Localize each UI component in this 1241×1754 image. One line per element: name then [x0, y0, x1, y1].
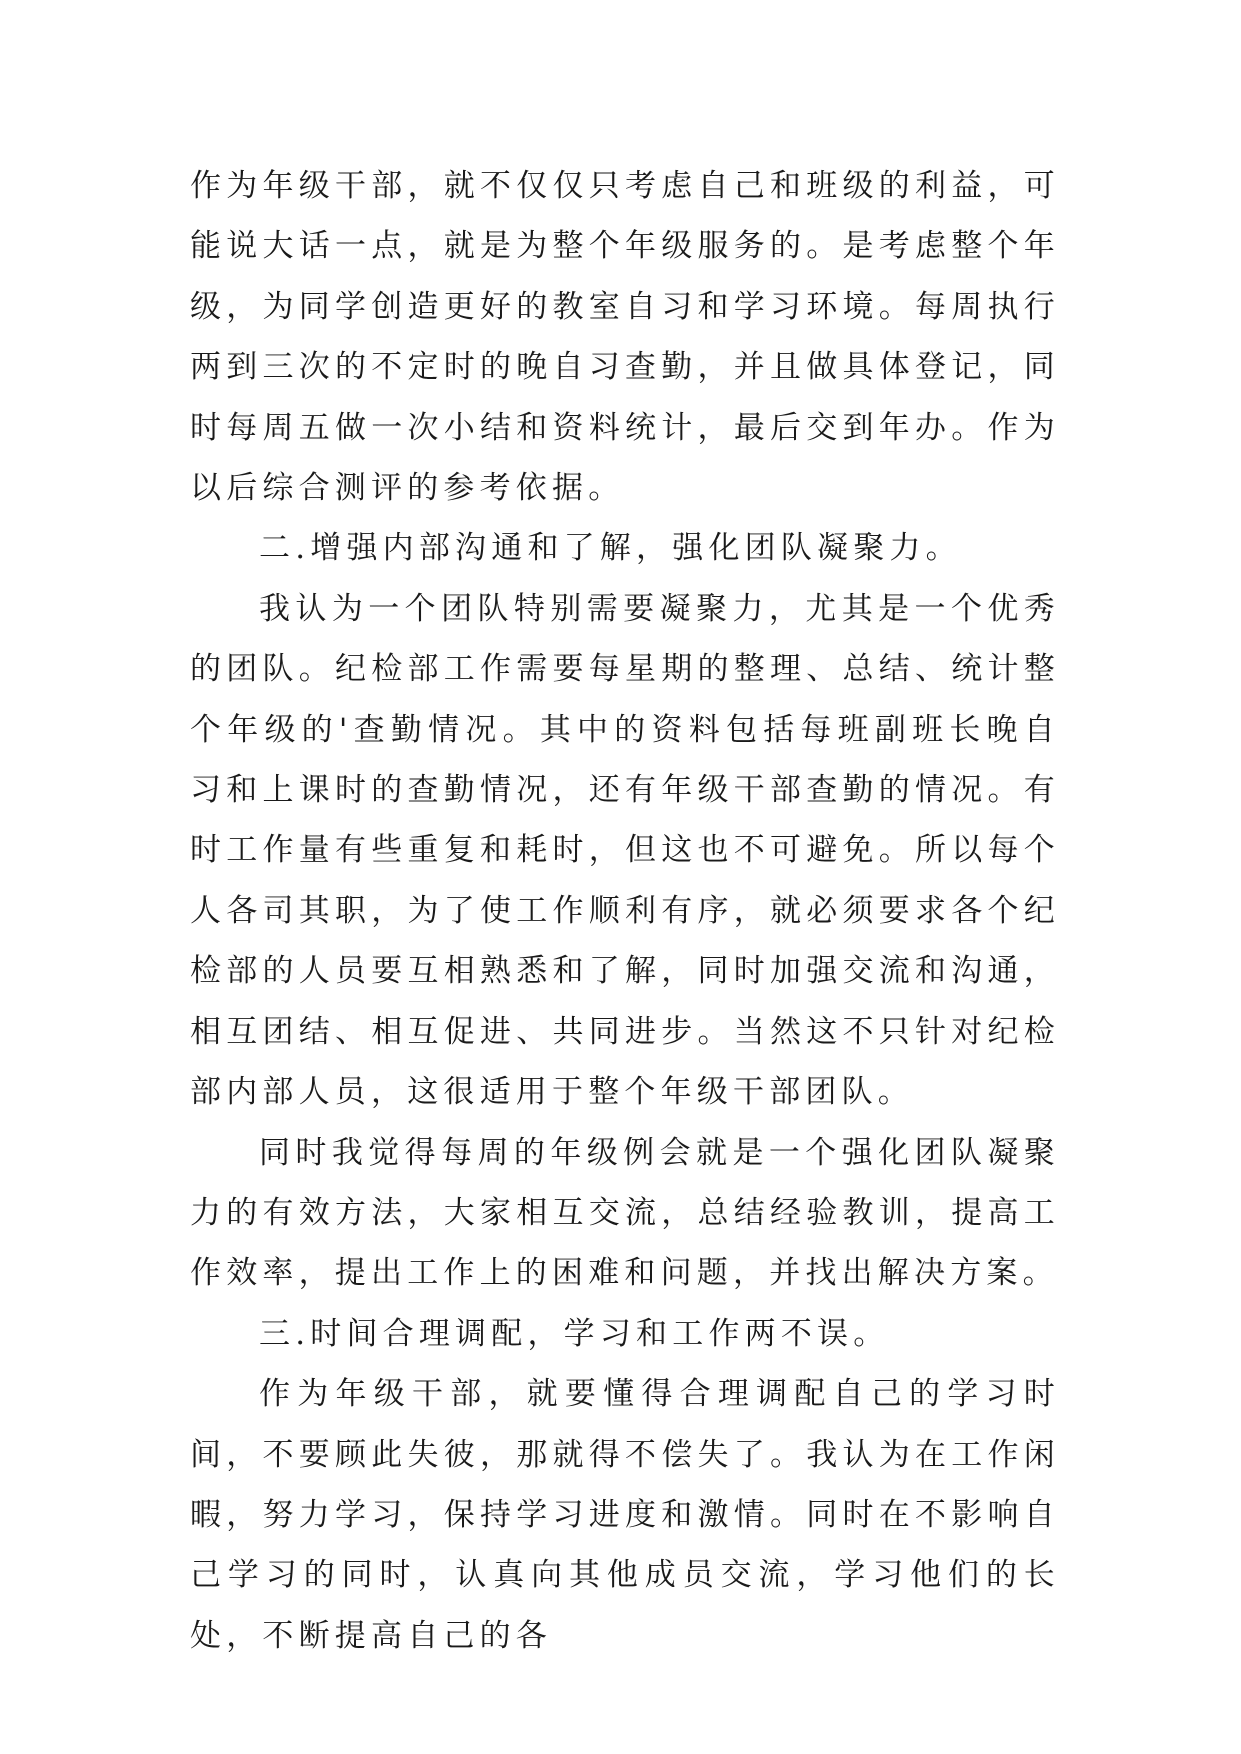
paragraph-teamwork: 我认为一个团队特别需要凝聚力，尤其是一个优秀的团队。纪检部工作需要每星期的整理、总结、统计整个年级的'查勤情况。其中的资料包括每班副班长晚自习和上课时的查勤情况，还有年级干部查勤的情况。有时工作量有些重复和耗时，但这也不可避免。所以每个人各司其职，为了使工作顺利有序，就必须要求各个纪检部的人员要互相熟悉和了解，同时加强交流和沟通，相互团结、相互促进、共同进步。当然这不只针对纪检部内部人员，这很适用于整个年级干部团队。: [190, 590, 1060, 1111]
section-heading-3: 三.时间合理调配，学习和工作两不误。: [259, 1315, 890, 1352]
paragraph-time-management: 作为年级干部，就要懂得合理调配自己的学习时间，不要顾此失彼，那就得不偿失了。我认为在工作闲暇，努力学习，保持学习进度和激情。同时在不影响自己学习的同时，认真向其他成员交流，学习他们的长处，不断提高自己的各: [190, 1376, 1060, 1654]
section-heading-2: 二.增强内部沟通和了解，强化团队凝聚力。: [259, 530, 962, 567]
paragraph-intro: 作为年级干部，就不仅仅只考虑自己和班级的利益，可能说大话一点，就是为整个年级服务的。是考虑整个年级，为同学创造更好的教室自习和学习环境。每周执行两到三次的不定时的晚自习查勤，并且做具体登记，同时每周五做一次小结和资料统计，最后交到年办。作为以后综合测评的参考依据。: [190, 168, 1060, 507]
document-page: [190, 156, 1060, 1666]
paragraph-weekly-meeting: 同时我觉得每周的年级例会就是一个强化团队凝聚力的有效方法，大家相互交流，总结经验教训，提高工作效率，提出工作上的困难和问题，并找出解决方案。: [190, 1134, 1060, 1292]
